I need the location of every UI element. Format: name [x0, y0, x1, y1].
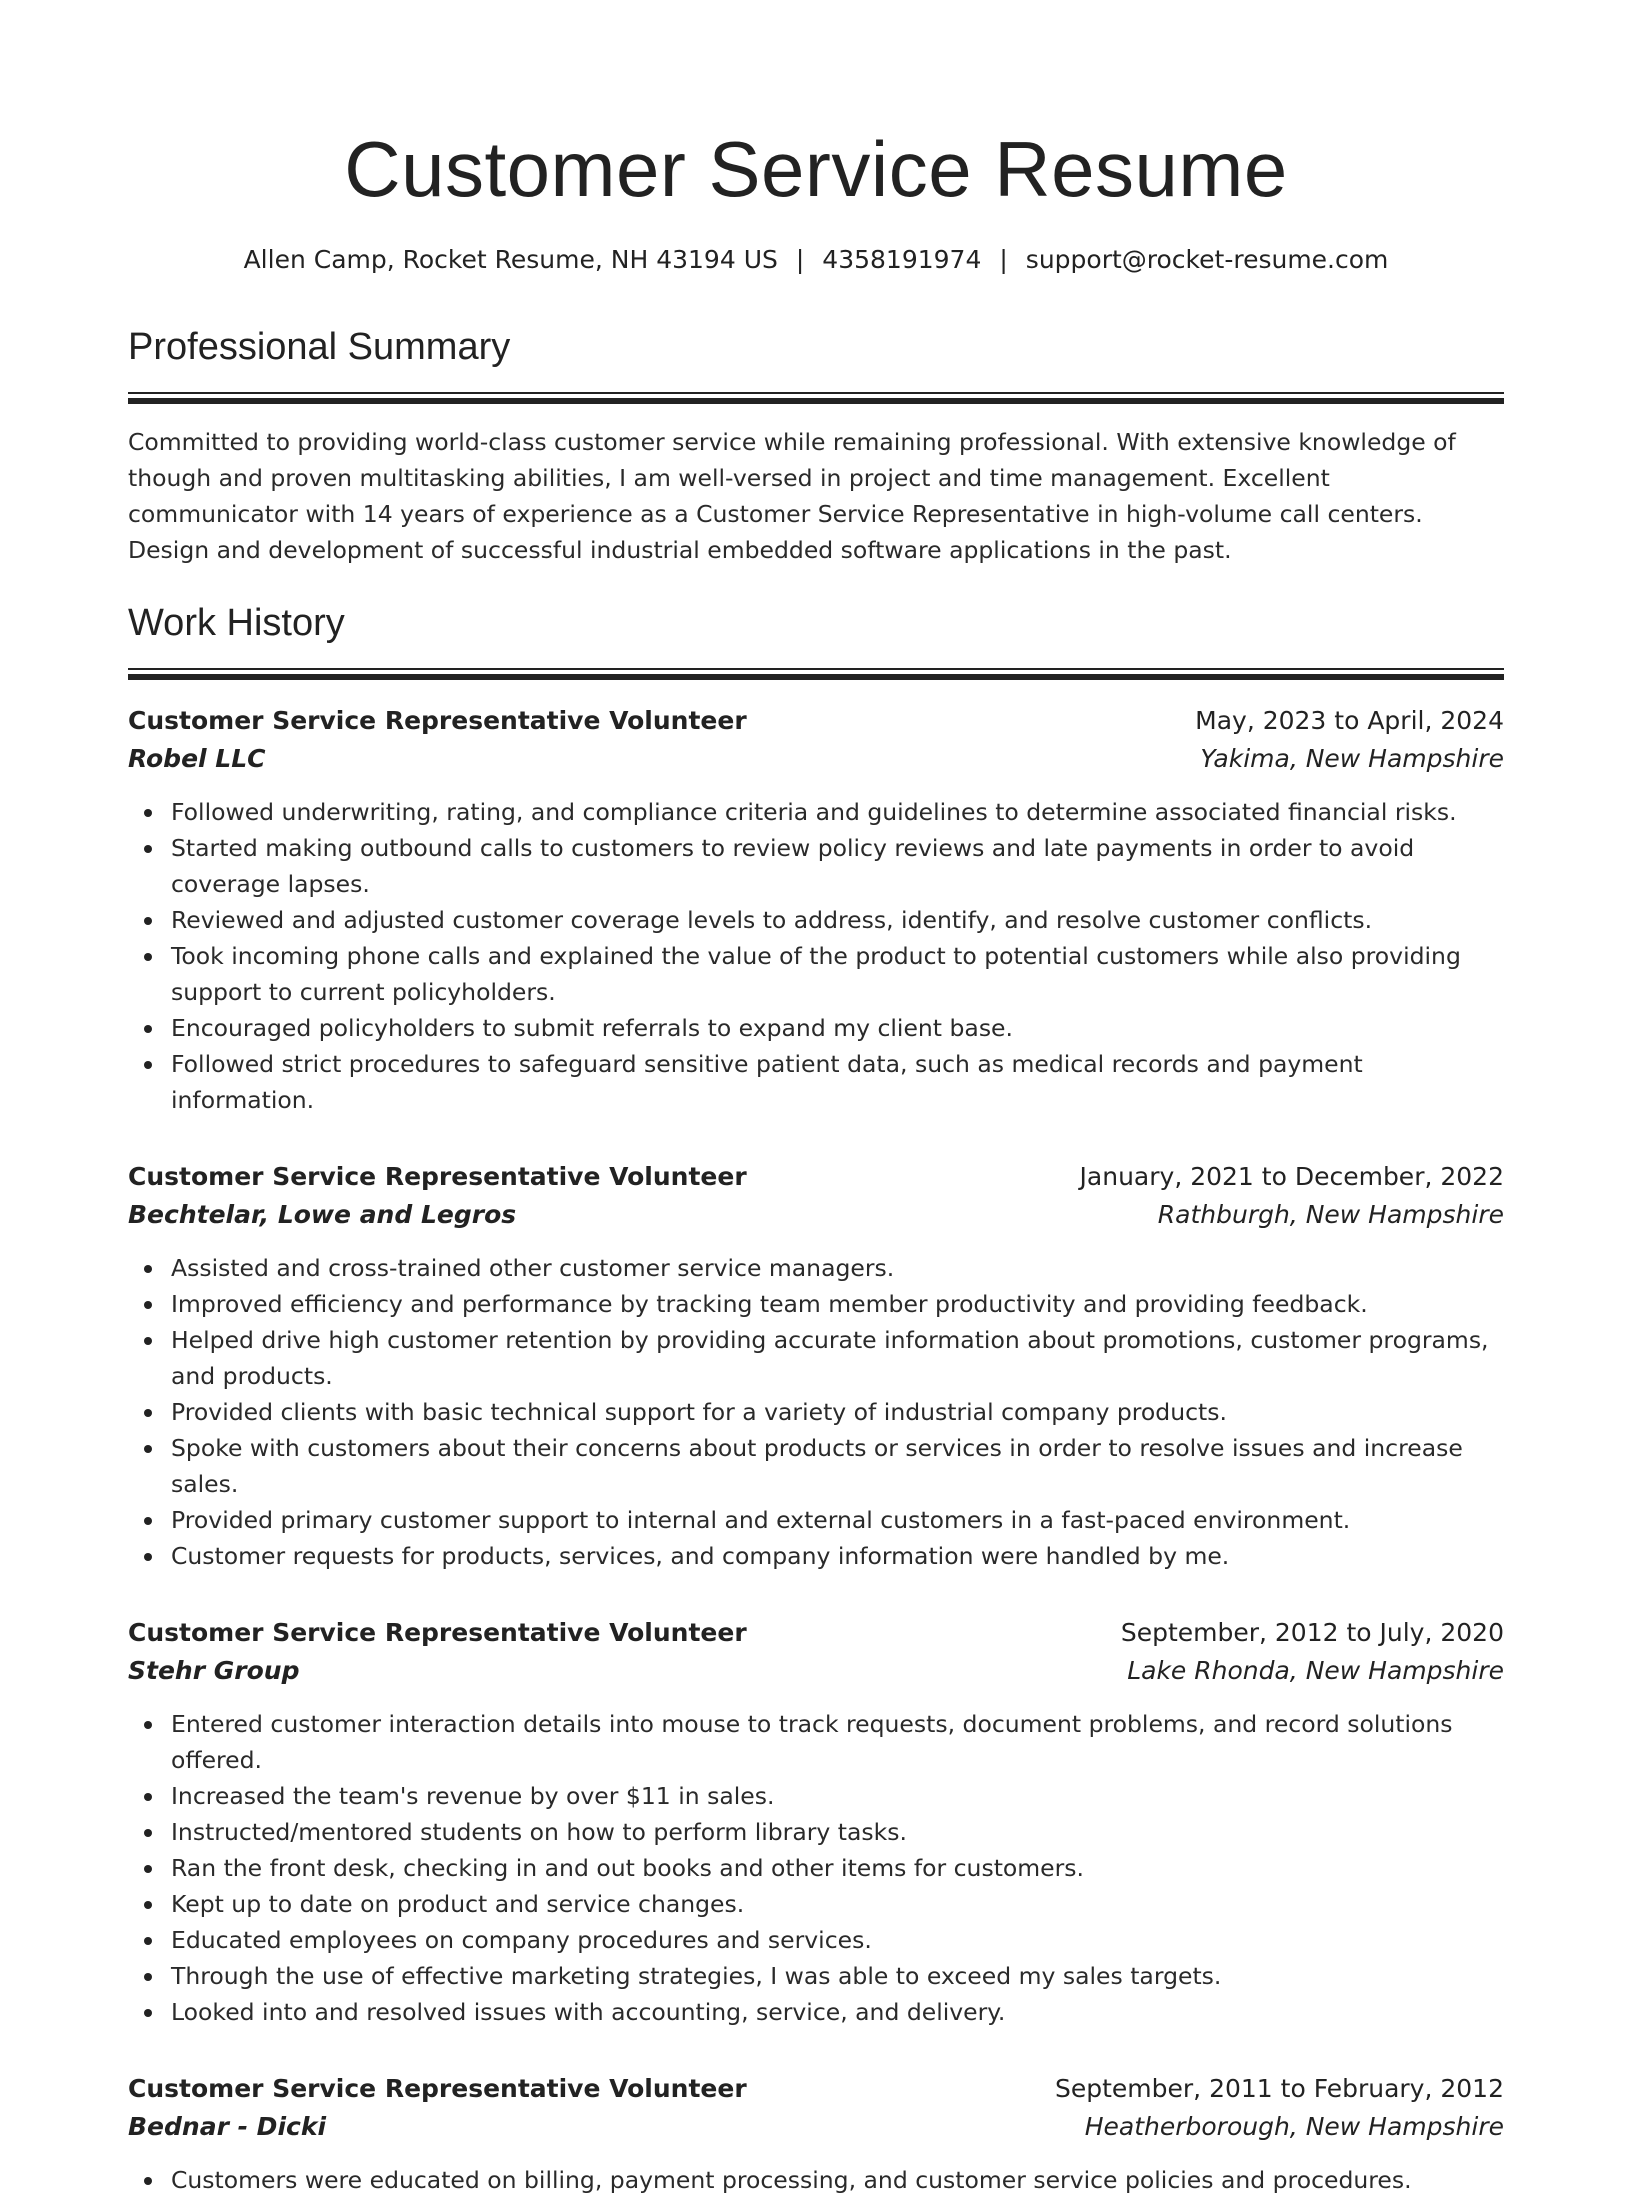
job-dates: May, 2023 to April, 2024	[1195, 706, 1504, 735]
job-bullet: Increased the team's revenue by over $11 in sales.	[171, 1778, 1504, 1814]
job-bullet: Provided clients with basic technical support for a variety of industrial company products.	[171, 1394, 1504, 1430]
section-divider	[128, 668, 1504, 678]
job-bullet: Ran the front desk, checking in and out books and other items for customers.	[171, 1850, 1504, 1886]
job-bullet: Looked into and resolved issues with accounting, service, and delivery.	[171, 1994, 1504, 2030]
job-location: Yakima, New Hampshire	[1200, 744, 1504, 773]
job-bullet-list	[128, 1706, 1504, 2030]
job-bullet: Kept up to date on product and service changes.	[171, 1886, 1504, 1922]
professional-summary-section	[128, 324, 1504, 568]
contact-line	[128, 244, 1504, 276]
job-bullet: Helped drive high customer retention by providing accurate information about promotions, customer programs, and products.	[171, 1322, 1504, 1394]
job-entry	[128, 1614, 1504, 2030]
job-title: Customer Service Representative Volunteer	[128, 706, 747, 735]
job-company: Bednar - Dicki	[128, 2112, 327, 2141]
job-bullet: Customers were educated on billing, payment processing, and customer service policies and procedures.	[171, 2162, 1504, 2198]
job-bullet: Started making outbound calls to customers to review policy reviews and late payments in order to avoid coverage lapses.	[171, 830, 1504, 902]
job-header-row	[128, 1158, 1504, 1196]
job-company-row	[128, 740, 1504, 778]
job-location: Heatherborough, New Hampshire	[1084, 2112, 1504, 2141]
job-bullet: Assisted and cross-trained other customer service managers.	[171, 1250, 1504, 1286]
job-bullet: Took incoming phone calls and explained the value of the product to potential customers while also providing support to current policyholders.	[171, 938, 1504, 1010]
job-bullet-list	[128, 1250, 1504, 1574]
job-title: Customer Service Representative Volunteer	[128, 1618, 747, 1647]
job-bullet: Improved efficiency and performance by tracking team member productivity and providing feedback.	[171, 1286, 1504, 1322]
resume-page	[128, 0, 1504, 2198]
contact-phone: 4358191974	[822, 245, 982, 274]
job-bullet: Encouraged policyholders to submit referrals to expand my client base.	[171, 1010, 1504, 1046]
job-header-row	[128, 702, 1504, 740]
job-entry	[128, 2070, 1504, 2198]
section-heading-summary: Professional Summary	[128, 326, 511, 368]
job-bullet: Reviewed and adjusted customer coverage levels to address, identify, and resolve customer conflicts.	[171, 902, 1504, 938]
job-location: Lake Rhonda, New Hampshire	[1127, 1656, 1504, 1685]
job-bullet: Provided primary customer support to internal and external customers in a fast-paced environment.	[171, 1502, 1504, 1538]
job-entry	[128, 1158, 1504, 1574]
job-bullet-list	[128, 2162, 1504, 2198]
job-company: Stehr Group	[128, 1656, 300, 1685]
job-dates: September, 2012 to July, 2020	[1120, 1618, 1504, 1647]
job-dates: January, 2021 to December, 2022	[1079, 1162, 1504, 1191]
job-bullet: Followed strict procedures to safeguard sensitive patient data, such as medical records and payment information.	[171, 1046, 1504, 1118]
job-company: Bechtelar, Lowe and Legros	[128, 1200, 517, 1229]
job-dates: September, 2011 to February, 2012	[1055, 2074, 1504, 2103]
section-divider	[128, 392, 1504, 402]
resume-title: Customer Service Resume	[344, 125, 1288, 213]
job-entry	[128, 702, 1504, 1118]
section-heading-work-history: Work History	[128, 602, 345, 644]
job-header-row	[128, 1614, 1504, 1652]
job-title: Customer Service Representative Volunteer	[128, 1162, 747, 1191]
contact-separator: |	[795, 245, 805, 274]
contact-separator: |	[999, 245, 1008, 274]
job-bullet: Entered customer interaction details into mouse to track requests, document problems, and record solutions offered.	[171, 1706, 1504, 1778]
job-bullet: Instructed/mentored students on how to perform library tasks.	[171, 1814, 1504, 1850]
work-history-section	[128, 600, 1504, 2198]
job-bullet: Spoke with customers about their concerns about products or services in order to resolve issues and increase sales.	[171, 1430, 1504, 1502]
contact-address: Allen Camp, Rocket Resume, NH 43194 US	[243, 245, 778, 274]
job-bullet: Followed underwriting, rating, and compliance criteria and guidelines to determine associated financial risks.	[171, 794, 1504, 830]
job-title: Customer Service Representative Volunteer	[128, 2074, 747, 2103]
summary-paragraph: Committed to providing world-class customer service while remaining professional. With extensive knowledge of though and proven multitasking abilities, I am well-versed in project and time management. Excellent communicator with 14 years of experience as a Customer Service Representative in high-volume call centers. Design and development of successful industrial embedded software applications in the past.	[128, 428, 1456, 564]
contact-email: support@rocket-resume.com	[1025, 245, 1389, 274]
job-company-row	[128, 2108, 1504, 2146]
job-company: Robel LLC	[128, 744, 266, 773]
job-location: Rathburgh, New Hampshire	[1157, 1200, 1504, 1229]
job-bullet: Through the use of effective marketing strategies, I was able to exceed my sales targets.	[171, 1958, 1504, 1994]
job-company-row	[128, 1196, 1504, 1234]
job-header-row	[128, 2070, 1504, 2108]
job-company-row	[128, 1652, 1504, 1690]
job-bullet: Educated employees on company procedures and services.	[171, 1922, 1504, 1958]
job-bullet: Customer requests for products, services, and company information were handled by me.	[171, 1538, 1504, 1574]
job-bullet-list	[128, 794, 1504, 1118]
